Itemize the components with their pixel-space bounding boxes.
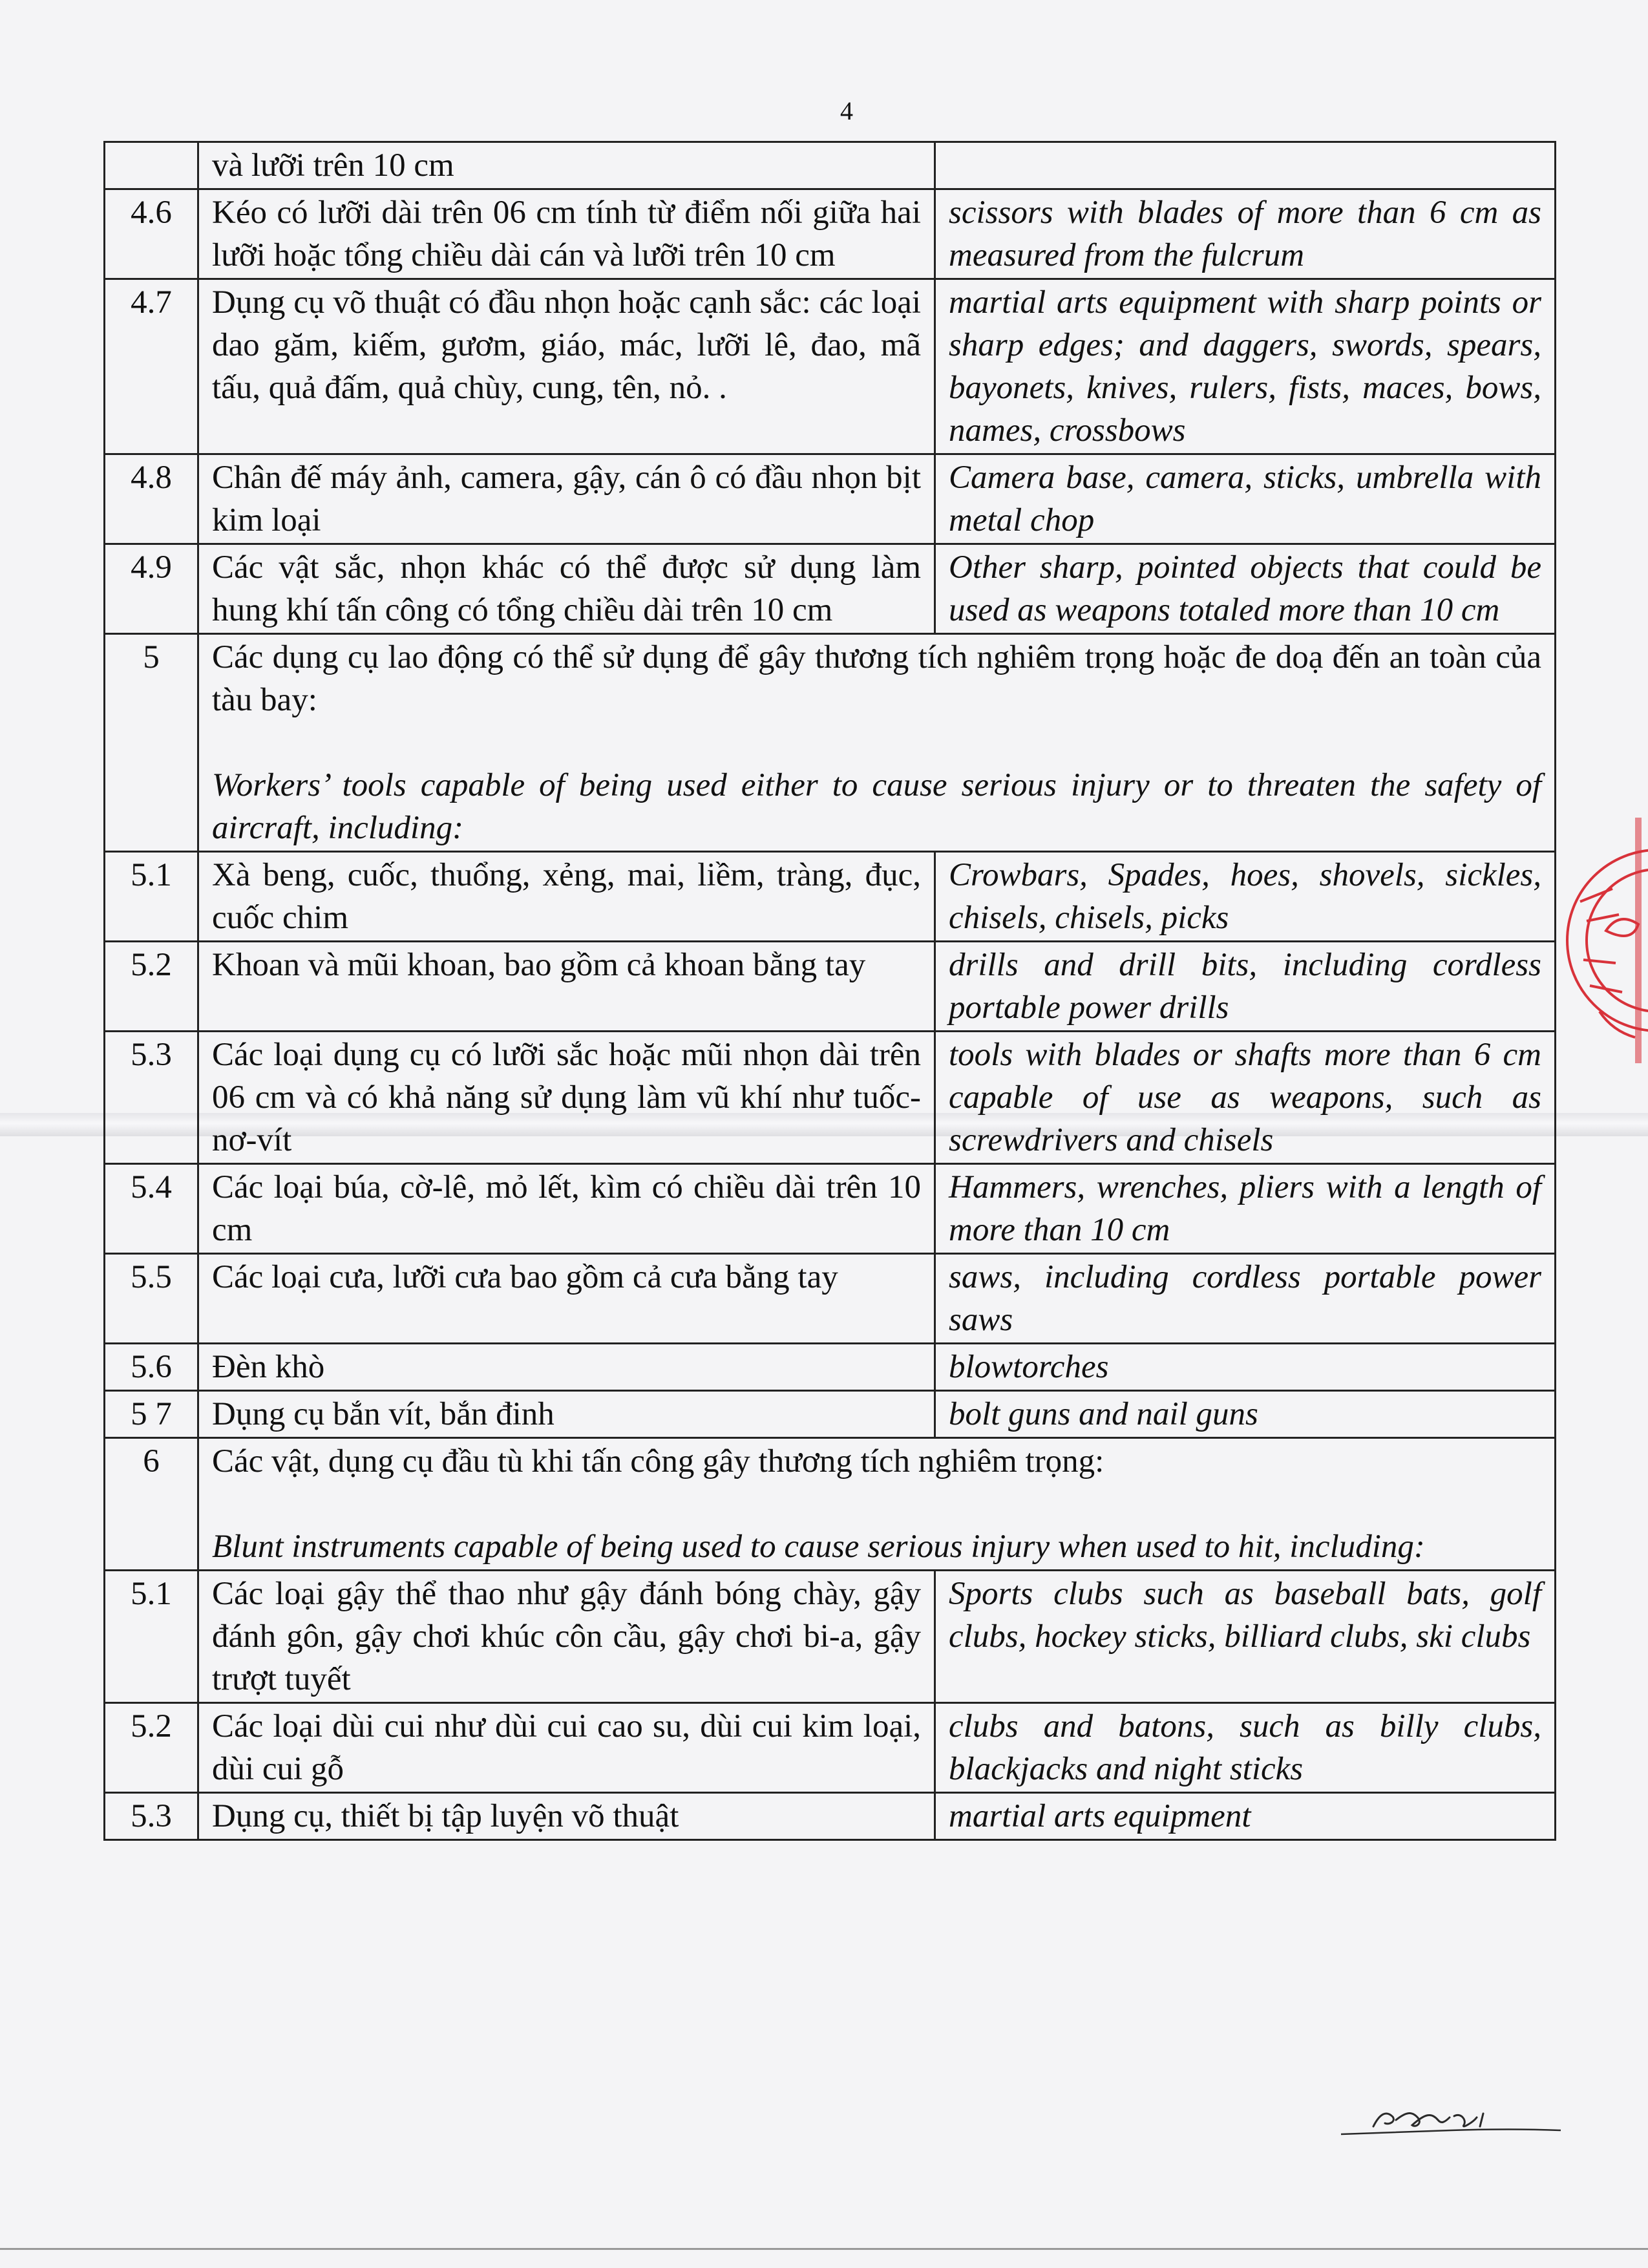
prohibited-items-table xyxy=(103,141,1556,1841)
item-number-cell: 5.1 xyxy=(105,1571,198,1703)
english-description-cell xyxy=(935,142,1556,189)
item-number-cell: 4.7 xyxy=(105,279,198,454)
item-number-cell: 6 xyxy=(105,1438,198,1571)
page-number: 4 xyxy=(840,96,853,125)
table-row xyxy=(105,454,1556,544)
english-description-cell: Hammers, wrenches, pliers with a length of more than 10 cm xyxy=(935,1164,1556,1254)
item-number-cell: 5.3 xyxy=(105,1793,198,1840)
table-row xyxy=(105,544,1556,634)
english-description-cell: Sports clubs such as baseball bats, golf clubs, hockey sticks, billiard clubs, ski clubs xyxy=(935,1571,1556,1703)
vietnamese-description-cell: Xà beng, cuốc, thuổng, xẻng, mai, liềm, tràng, đục, cuốc chim xyxy=(198,852,935,942)
official-red-stamp xyxy=(1561,792,1648,1076)
table-row xyxy=(105,1571,1556,1703)
english-description-cell: martial arts equipment with sharp points or sharp edges; and daggers, swords, spears, bayonets, knives, rulers, fists, maces, bows, names, crossbows xyxy=(935,279,1556,454)
table-row xyxy=(105,1703,1556,1793)
english-description-cell: martial arts equipment xyxy=(935,1793,1556,1840)
vietnamese-description-cell: Các loại gậy thể thao như gậy đánh bóng chày, gậy đánh gôn, gậy chơi khúc côn cầu, gậy chơi bi-a, gậy trượt tuyết xyxy=(198,1571,935,1703)
vietnamese-description-cell: Các vật sắc, nhọn khác có thể được sử dụng làm hung khí tấn công có tổng chiều dài trên 10 cm xyxy=(198,544,935,634)
vietnamese-description-cell: Đèn khò xyxy=(198,1344,935,1391)
table-row xyxy=(105,1164,1556,1254)
table-row xyxy=(105,942,1556,1032)
category-english-text: Blunt instruments capable of being used to cause serious injury when used to hit, including: xyxy=(212,1529,1425,1565)
vietnamese-description-cell: Các loại dụng cụ có lưỡi sắc hoặc mũi nhọn dài trên 06 cm và có khả năng sử dụng làm vũ khí như tuốc-nơ-vít xyxy=(198,1032,935,1164)
item-number-cell: 4.9 xyxy=(105,544,198,634)
table-row xyxy=(105,189,1556,279)
handwritten-signature xyxy=(1335,2094,1567,2146)
table-row xyxy=(105,634,1556,852)
english-description-cell: blowtorches xyxy=(935,1344,1556,1391)
english-description-cell: Crowbars, Spades, hoes, shovels, sickles, chisels, chisels, picks xyxy=(935,852,1556,942)
table-row xyxy=(105,279,1556,454)
table-row xyxy=(105,852,1556,942)
item-number-cell xyxy=(105,142,198,189)
table-row xyxy=(105,1254,1556,1344)
item-number-cell: 5 7 xyxy=(105,1391,198,1438)
item-number-cell: 5.1 xyxy=(105,852,198,942)
vietnamese-description-cell: Dụng cụ, thiết bị tập luyện võ thuật xyxy=(198,1793,935,1840)
vietnamese-description-cell: và lưỡi trên 10 cm xyxy=(198,142,935,189)
item-number-cell: 5.2 xyxy=(105,1703,198,1793)
item-number-cell: 5.3 xyxy=(105,1032,198,1164)
english-description-cell: saws, including cordless portable power saws xyxy=(935,1254,1556,1344)
category-vietnamese-text: Các vật, dụng cụ đầu tù khi tấn công gây thương tích nghiêm trọng: xyxy=(212,1443,1104,1479)
category-english-text: Workers’ tools capable of being used either to cause serious injury or to threaten the safety of aircraft, including: xyxy=(212,767,1541,846)
vietnamese-description-cell: Dụng cụ bắn vít, bắn đinh xyxy=(198,1391,935,1438)
category-heading-cell xyxy=(198,634,1556,852)
english-description-cell: drills and drill bits, including cordless portable power drills xyxy=(935,942,1556,1032)
english-description-cell: clubs and batons, such as billy clubs, blackjacks and night sticks xyxy=(935,1703,1556,1793)
item-number-cell: 5 xyxy=(105,634,198,852)
vietnamese-description-cell: Các loại búa, cờ-lê, mỏ lết, kìm có chiều dài trên 10 cm xyxy=(198,1164,935,1254)
item-number-cell: 5.4 xyxy=(105,1164,198,1254)
english-description-cell: Camera base, camera, sticks, umbrella with metal chop xyxy=(935,454,1556,544)
item-number-cell: 5.6 xyxy=(105,1344,198,1391)
item-number-cell: 5.2 xyxy=(105,942,198,1032)
category-vietnamese-text: Các dụng cụ lao động có thể sử dụng để gây thương tích nghiêm trọng hoặc đe doạ đến an toàn của tàu bay: xyxy=(212,639,1541,718)
vietnamese-description-cell: Dụng cụ võ thuật có đầu nhọn hoặc cạnh sắc: các loại dao găm, kiếm, gươm, giáo, mác, lưỡi lê, đao, mã tấu, quả đấm, quả chùy, cung, tên, nỏ. . xyxy=(198,279,935,454)
english-description-cell: tools with blades or shafts more than 6 cm capable of use as weapons, such as screwdrivers and chisels xyxy=(935,1032,1556,1164)
table-row xyxy=(105,1032,1556,1164)
vietnamese-description-cell: Các loại cưa, lưỡi cưa bao gồm cả cưa bằng tay xyxy=(198,1254,935,1344)
vietnamese-description-cell: Chân đế máy ảnh, camera, gậy, cán ô có đầu nhọn bịt kim loại xyxy=(198,454,935,544)
table-row xyxy=(105,1438,1556,1571)
item-number-cell: 4.6 xyxy=(105,189,198,279)
table-row xyxy=(105,1793,1556,1840)
table-row xyxy=(105,1344,1556,1391)
vietnamese-description-cell: Khoan và mũi khoan, bao gồm cả khoan bằng tay xyxy=(198,942,935,1032)
vietnamese-description-cell: Kéo có lưỡi dài trên 06 cm tính từ điểm nối giữa hai lưỡi hoặc tổng chiều dài cán và lưỡi trên 10 cm xyxy=(198,189,935,279)
english-description-cell: scissors with blades of more than 6 cm as measured from the fulcrum xyxy=(935,189,1556,279)
item-number-cell: 5.5 xyxy=(105,1254,198,1344)
english-description-cell: Other sharp, pointed objects that could be used as weapons totaled more than 10 cm xyxy=(935,544,1556,634)
scan-edge-line xyxy=(0,2248,1648,2250)
table-row xyxy=(105,142,1556,189)
category-heading-cell xyxy=(198,1438,1556,1571)
vietnamese-description-cell: Các loại dùi cui như dùi cui cao su, dùi cui kim loại, dùi cui gỗ xyxy=(198,1703,935,1793)
item-number-cell: 4.8 xyxy=(105,454,198,544)
english-description-cell: bolt guns and nail guns xyxy=(935,1391,1556,1438)
table-row xyxy=(105,1391,1556,1438)
